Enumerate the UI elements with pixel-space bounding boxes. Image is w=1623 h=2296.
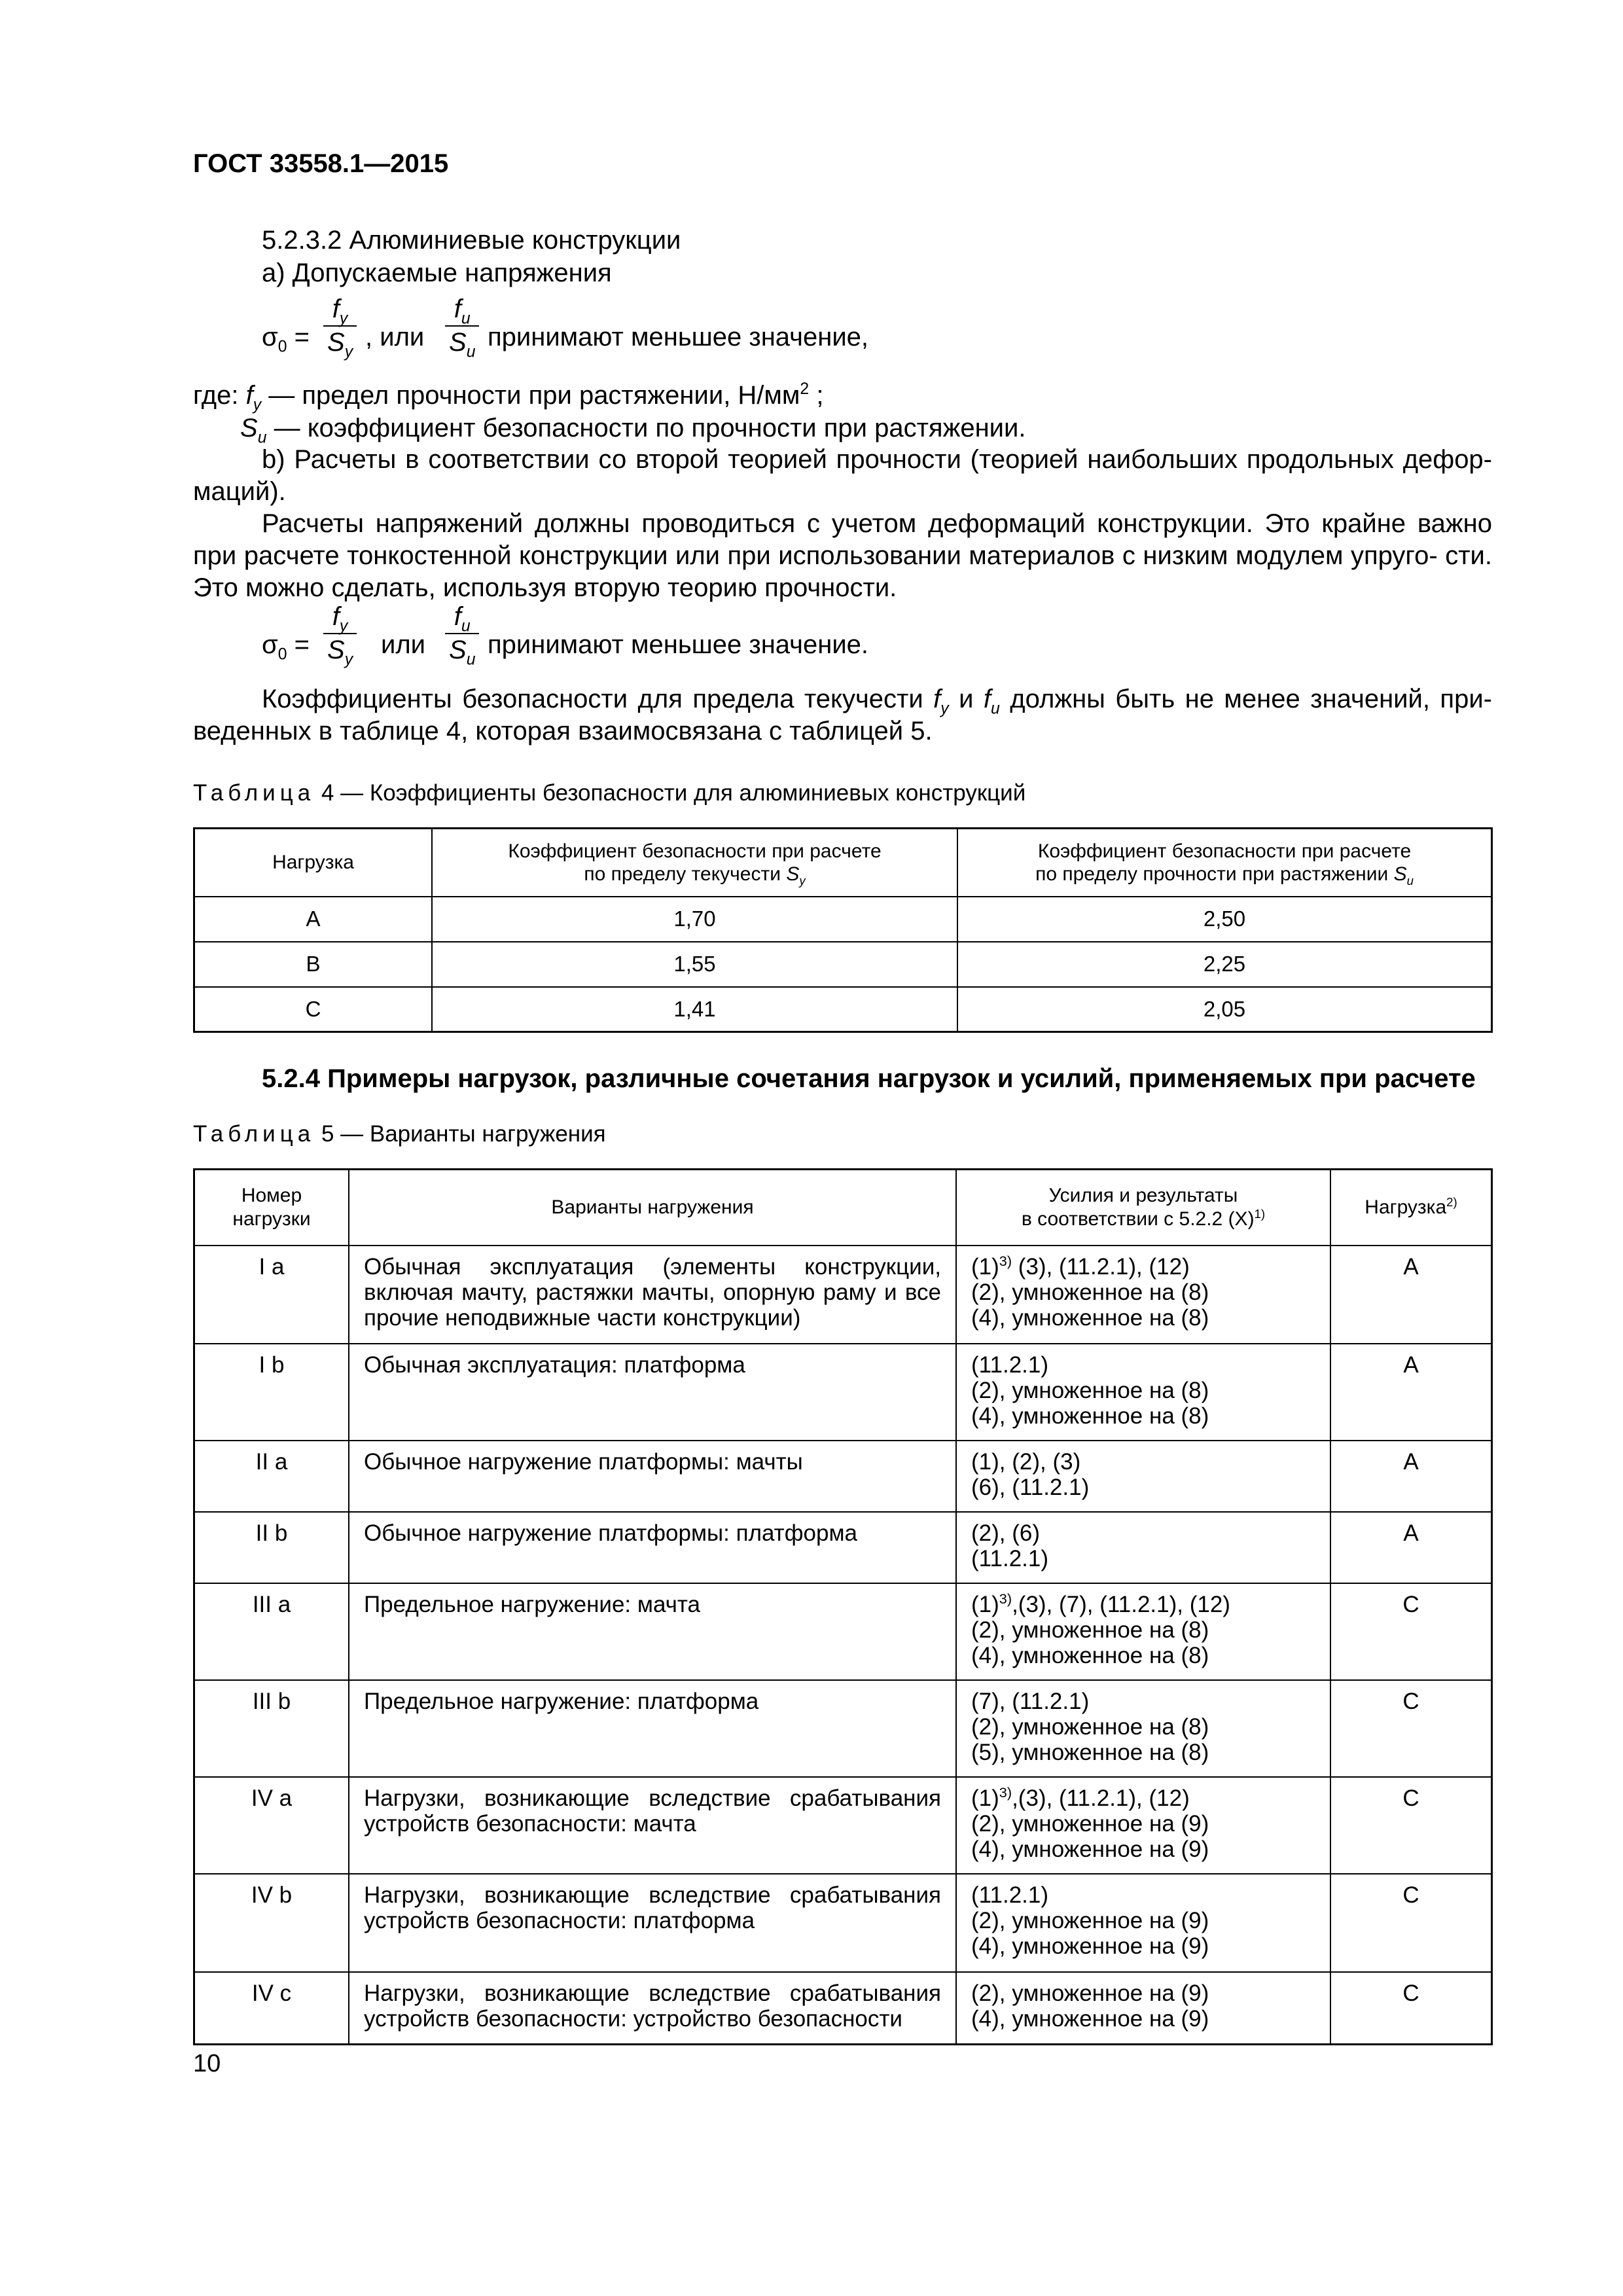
table4-caption: Таблица 4 — Коэффициенты безопасности для алюминиевых конструкций <box>193 780 1026 806</box>
formula-separator: или <box>381 630 426 659</box>
header-tensile: Коэффициент безопасности при расчете по пределу прочности при растяжении $S_u$ <box>957 829 1492 897</box>
cell-load: C <box>1330 1874 1492 1972</box>
table-row <box>194 1874 1492 1972</box>
cell-load: C <box>1330 1583 1492 1680</box>
where-fy: где: $f_y$ — предел прочности при растяжении, $Н/мм^2$ ; <box>193 380 824 414</box>
table-row <box>194 1680 1492 1777</box>
paragraph-stress-calculation: Расчеты напряжений должны проводиться с учетом деформаций конструкции. Это крайне важно при расчете тонкостенной конструкции или при использовании материалов с низким модулем упруго- сти. Это можно сделать, используя вторую теорию прочности. <box>193 509 1492 602</box>
cell-load: A <box>1330 1246 1492 1344</box>
header-load: Нагрузка$^{2)}$ <box>1330 1170 1492 1246</box>
table-header-row <box>194 829 1492 897</box>
table-row <box>194 987 1492 1032</box>
cell-variant: Предельное нагружение: мачта <box>349 1583 956 1680</box>
fraction-fy-sy: $\frac{f_y}{S_y}$ <box>323 602 357 665</box>
cell-load: A <box>1330 1344 1492 1441</box>
cell-load-number: IV a <box>194 1777 349 1874</box>
table-row <box>194 1583 1492 1680</box>
cell-results: (7), (11.2.1) (2), умноженное на (8) (5), умноженное на (8) <box>956 1680 1330 1777</box>
cell-tensile: 2,25 <box>957 942 1492 987</box>
item-b: b) Расчеты в соответствии со второй теорией прочности (теорией наибольших продольных дефор- маций). <box>193 445 1492 506</box>
header-results: Усилия и результаты в соответствии с 5.2.2 $(X)^{1)}$ <box>956 1170 1330 1246</box>
cell-variant: Предельное нагружение: платформа <box>349 1680 956 1777</box>
item-a: а) Допускаемые напряжения <box>262 259 612 287</box>
cell-variant: Обычная эксплуатация (элементы конструкции, включая мачту, растяжки мачты, опорную раму и все прочие неподвижные части конструкции) <box>349 1246 956 1344</box>
formula-tail: принимают меньшее значение. <box>488 630 869 659</box>
formula-allowable-stress <box>262 295 916 380</box>
cell-results: (11.2.1) (2), умноженное на (9) (4), умноженное на (9) <box>956 1874 1330 1972</box>
cell-load: A <box>1330 1441 1492 1512</box>
cell-results: $(1)^{3)},(3)$, (7), (11.2.1), (12) (2), умноженное на (8) (4), умноженное на (8) <box>956 1583 1330 1680</box>
header-load: Нагрузка <box>194 829 433 897</box>
paragraph-safety-coefficients: Коэффициенты безопасности для предела текучести $f_y$ и $f_u$ должны быть не менее значений, при- веденных в таблице 4, которая взаимосвязана с таблицей 5. <box>193 685 1492 745</box>
table-row <box>194 1512 1492 1583</box>
formula-separator: , или <box>365 323 425 351</box>
fraction-fy-sy: $\frac{f_y}{S_y}$ <box>323 295 357 357</box>
formula-second-theory <box>262 602 916 687</box>
cell-load-number: III a <box>194 1583 349 1680</box>
cell-yield: 1,55 <box>432 942 957 987</box>
cell-variant: Нагрузки, возникающие вследствие срабатывания устройств безопасности: мачта <box>349 1777 956 1874</box>
formula-tail: принимают меньшее значение, <box>488 323 869 351</box>
cell-tensile: 2,50 <box>957 897 1492 942</box>
document-header: ГОСТ 33558.1—2015 <box>193 149 449 178</box>
cell-load-number: IV c <box>194 1972 349 2044</box>
table5-load-variants <box>193 1168 1493 2045</box>
cell-load: C <box>194 987 433 1032</box>
cell-variant: Обычное нагружение платформы: мачты <box>349 1441 956 1512</box>
header-load-number: Номер нагрузки <box>194 1170 349 1246</box>
table-row <box>194 1246 1492 1344</box>
cell-load: B <box>194 942 433 987</box>
formula-lhs: $\sigma_0$ = <box>262 323 310 356</box>
cell-results: $(1)^{3)}$ (3), (11.2.1), (12) (2), умноженное на (8) (4), умноженное на (8) <box>956 1246 1330 1344</box>
cell-results: $(1)^{3)},(3)$, (11.2.1), (12) (2), умноженное на (9) (4), умноженное на (9) <box>956 1777 1330 1874</box>
fraction-fu-su: $\frac{f_u}{S_u}$ <box>445 602 479 665</box>
table4-safety-coefficients <box>193 827 1493 1033</box>
cell-load: C <box>1330 1972 1492 2044</box>
header-variants: Варианты нагружения <box>349 1170 956 1246</box>
cell-load-number: II b <box>194 1512 349 1583</box>
page-number: 10 <box>193 2050 221 2077</box>
cell-results: (2), (6) (11.2.1) <box>956 1512 1330 1583</box>
table5-caption: Таблица 5 — Варианты нагружения <box>193 1121 606 1147</box>
cell-load-number: I b <box>194 1344 349 1441</box>
cell-load: C <box>1330 1777 1492 1874</box>
section-heading-524: 5.2.4 Примеры нагрузок, различные сочетания нагрузок и усилий, применяемых при расчете <box>262 1064 1476 1093</box>
section-heading-5232: 5.2.3.2 Алюминиевые конструкции <box>262 226 681 255</box>
cell-yield: 1,41 <box>432 987 957 1032</box>
table-row <box>194 1441 1492 1512</box>
cell-load-number: II a <box>194 1441 349 1512</box>
table-row <box>194 942 1492 987</box>
cell-load: A <box>194 897 433 942</box>
cell-results: (11.2.1) (2), умноженное на (8) (4), умноженное на (8) <box>956 1344 1330 1441</box>
table-header-row <box>194 1170 1492 1246</box>
header-yield: Коэффициент безопасности при расчете по пределу текучести $S_y$ <box>432 829 957 897</box>
table-row <box>194 1777 1492 1874</box>
cell-variant: Обычная эксплуатация: платформа <box>349 1344 956 1441</box>
cell-variant: Обычное нагружение платформы: платформа <box>349 1512 956 1583</box>
cell-results: (2), умноженное на (9) (4), умноженное на (9) <box>956 1972 1330 2044</box>
cell-load: A <box>1330 1512 1492 1583</box>
formula-lhs: $\sigma_0$ = <box>262 630 310 664</box>
table-row <box>194 1972 1492 2044</box>
cell-tensile: 2,05 <box>957 987 1492 1032</box>
where-su: $S_u$ — коэффициент безопасности по прочности при растяжении. <box>240 414 1026 447</box>
cell-yield: 1,70 <box>432 897 957 942</box>
cell-results: (1), (2), (3) (6), (11.2.1) <box>956 1441 1330 1512</box>
fraction-fu-su: $\frac{f_u}{S_u}$ <box>445 295 479 357</box>
table-row <box>194 897 1492 942</box>
table-row <box>194 1344 1492 1441</box>
cell-load: C <box>1330 1680 1492 1777</box>
cell-variant: Нагрузки, возникающие вследствие срабатывания устройств безопасности: платформа <box>349 1874 956 1972</box>
cell-variant: Нагрузки, возникающие вследствие срабатывания устройств безопасности: устройство безопасности <box>349 1972 956 2044</box>
cell-load-number: III b <box>194 1680 349 1777</box>
cell-load-number: IV b <box>194 1874 349 1972</box>
cell-load-number: I a <box>194 1246 349 1344</box>
